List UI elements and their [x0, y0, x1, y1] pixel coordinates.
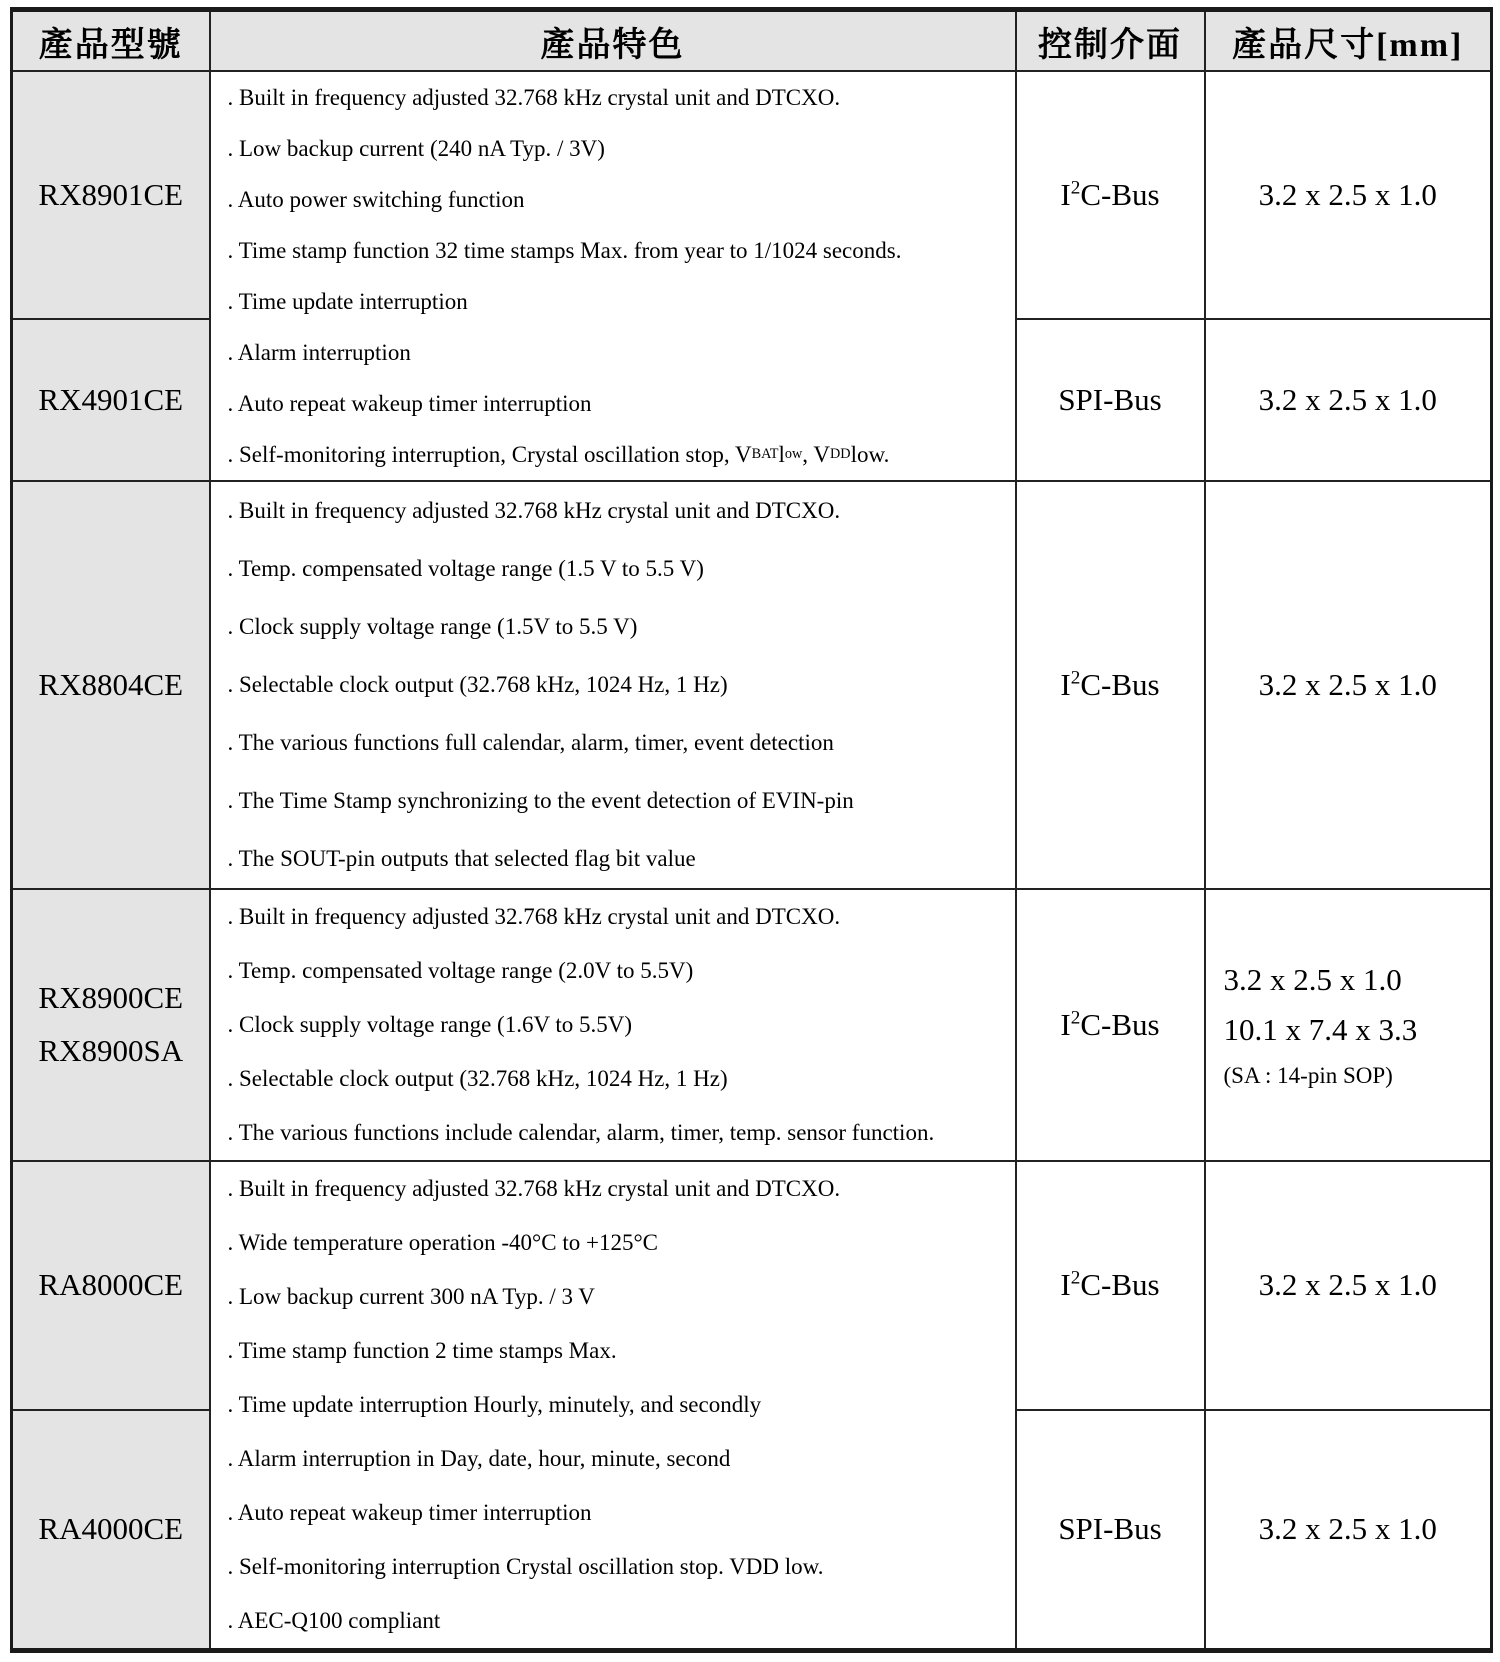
model-cell-rx4901ce: RX4901CE	[12, 319, 210, 481]
model-cell-ra8000ce: RA8000CE	[12, 1161, 210, 1410]
interface-cell-ra4000ce: SPI-Bus	[1016, 1410, 1205, 1651]
interface-cell-rx8901ce: $I^2C$-Bus	[1016, 71, 1205, 319]
feature-line: . Built in frequency adjusted 32.768 kHz crystal unit and DTCXO.	[227, 1176, 841, 1201]
interface-cell-rx4901ce: SPI-Bus	[1016, 319, 1205, 481]
feature-line: . Time update interruption	[227, 288, 468, 314]
dimensions-cell-rx8804ce: 3.2 x 2.5 x 1.0	[1205, 481, 1492, 889]
feature-line: . Built in frequency adjusted 32.768 kHz crystal unit and DTCXO.	[227, 84, 841, 110]
feature-line: . Temp. compensated voltage range (1.5 V to 5.5 V)	[227, 556, 704, 581]
model-line-rx8900ce: RX8900CE	[38, 980, 184, 1016]
feature-line: . Selectable clock output (32.768 kHz, 1024 Hz, 1 Hz)	[227, 1066, 728, 1091]
table-row-rx8901ce	[12, 71, 1492, 319]
feature-line: . The SOUT-pin outputs that selected flag bit value	[227, 846, 696, 871]
feature-line: . Time stamp function 2 time stamps Max.	[227, 1338, 617, 1363]
header-row	[12, 10, 1492, 72]
interface-cell-rx8804ce: $I^2C$-Bus	[1016, 481, 1205, 889]
header-cell-model: 產品型號	[12, 10, 210, 72]
feature-line: . Self-monitoring interruption, Crystal oscillation stop, V BAT l ow , V DD low.	[227, 441, 890, 467]
feature-line: . Clock supply voltage range (1.5V to 5.5 V)	[227, 614, 638, 639]
model-cell-ra4000ce: RA4000CE	[12, 1410, 210, 1651]
features-cell-group1	[210, 71, 1016, 481]
header-cell-features: 產品特色	[210, 10, 1016, 72]
model-cell-rx8804ce: RX8804CE	[12, 481, 210, 889]
feature-line: . Auto repeat wakeup timer interruption	[227, 390, 592, 416]
feature-line: . Wide temperature operation -40°C to +125°C	[227, 1230, 658, 1255]
feature-line: . Built in frequency adjusted 32.768 kHz crystal unit and DTCXO.	[227, 904, 841, 929]
feature-line: . Self-monitoring interruption Crystal oscillation stop. VDD low.	[227, 1554, 824, 1579]
product-spec-table	[10, 7, 1493, 1653]
dimension-note-sa-package: (SA : 14-pin SOP)	[1223, 1062, 1393, 1088]
dimensions-cell-ra4000ce: 3.2 x 2.5 x 1.0	[1205, 1410, 1492, 1651]
feature-line: . Alarm interruption	[227, 339, 411, 365]
feature-line: . Temp. compensated voltage range (2.0V to 5.5V)	[227, 958, 694, 983]
features-cell-rx8804ce	[210, 481, 1016, 889]
feature-line: . Time update interruption Hourly, minutely, and secondly	[227, 1392, 762, 1417]
table-row-ra8000ce	[12, 1161, 1492, 1410]
feature-line: . The various functions full calendar, alarm, timer, event detection	[227, 730, 834, 755]
feature-line: . Alarm interruption in Day, date, hour, minute, second	[227, 1446, 731, 1471]
interface-cell-rx8900: $I^2C$-Bus	[1016, 889, 1205, 1161]
feature-line: . The various functions include calendar, alarm, timer, temp. sensor function.	[227, 1120, 935, 1145]
dimensions-cell-ra8000ce: 3.2 x 2.5 x 1.0	[1205, 1161, 1492, 1410]
feature-line: . Clock supply voltage range (1.6V to 5.5V)	[227, 1012, 633, 1037]
feature-line: . Built in frequency adjusted 32.768 kHz crystal unit and DTCXO.	[227, 498, 841, 523]
feature-line: . AEC-Q100 compliant	[227, 1608, 441, 1633]
dimensions-cell-rx8901ce: 3.2 x 2.5 x 1.0	[1205, 71, 1492, 319]
feature-line: . Low backup current 300 nA Typ. / 3 V	[227, 1284, 595, 1309]
model-line-rx8900sa: RX8900SA	[38, 1033, 184, 1068]
table-row-rx8900	[12, 889, 1492, 1161]
table-row-rx8804ce	[12, 481, 1492, 889]
feature-line: . The Time Stamp synchronizing to the event detection of EVIN-pin	[227, 788, 854, 813]
dimensions-cell-rx4901ce: 3.2 x 2.5 x 1.0	[1205, 319, 1492, 481]
feature-line: . Low backup current (240 nA Typ. / 3V)	[227, 135, 605, 161]
model-cell-rx8901ce: RX8901CE	[12, 71, 210, 319]
dimension-line-sa: 10.1 x 7.4 x 3.3	[1223, 1012, 1418, 1048]
feature-line: . Auto power switching function	[227, 186, 525, 212]
feature-line: . Time stamp function 32 time stamps Max. from year to 1/1024 seconds.	[227, 237, 902, 263]
dimension-line-ce: 3.2 x 2.5 x 1.0	[1223, 962, 1402, 998]
interface-cell-ra8000ce: $I^2C$-Bus	[1016, 1161, 1205, 1410]
feature-line: . Selectable clock output (32.768 kHz, 1024 Hz, 1 Hz)	[227, 672, 728, 697]
features-cell-group4	[210, 1161, 1016, 1651]
header-cell-interface: 控制介面	[1016, 10, 1205, 72]
feature-line: . Auto repeat wakeup timer interruption	[227, 1500, 592, 1525]
model-cell-rx8900	[12, 889, 210, 1161]
features-cell-rx8900	[210, 889, 1016, 1161]
header-cell-dimensions: 產品尺寸[mm]	[1205, 10, 1492, 72]
dimensions-cell-rx8900	[1205, 889, 1492, 1161]
